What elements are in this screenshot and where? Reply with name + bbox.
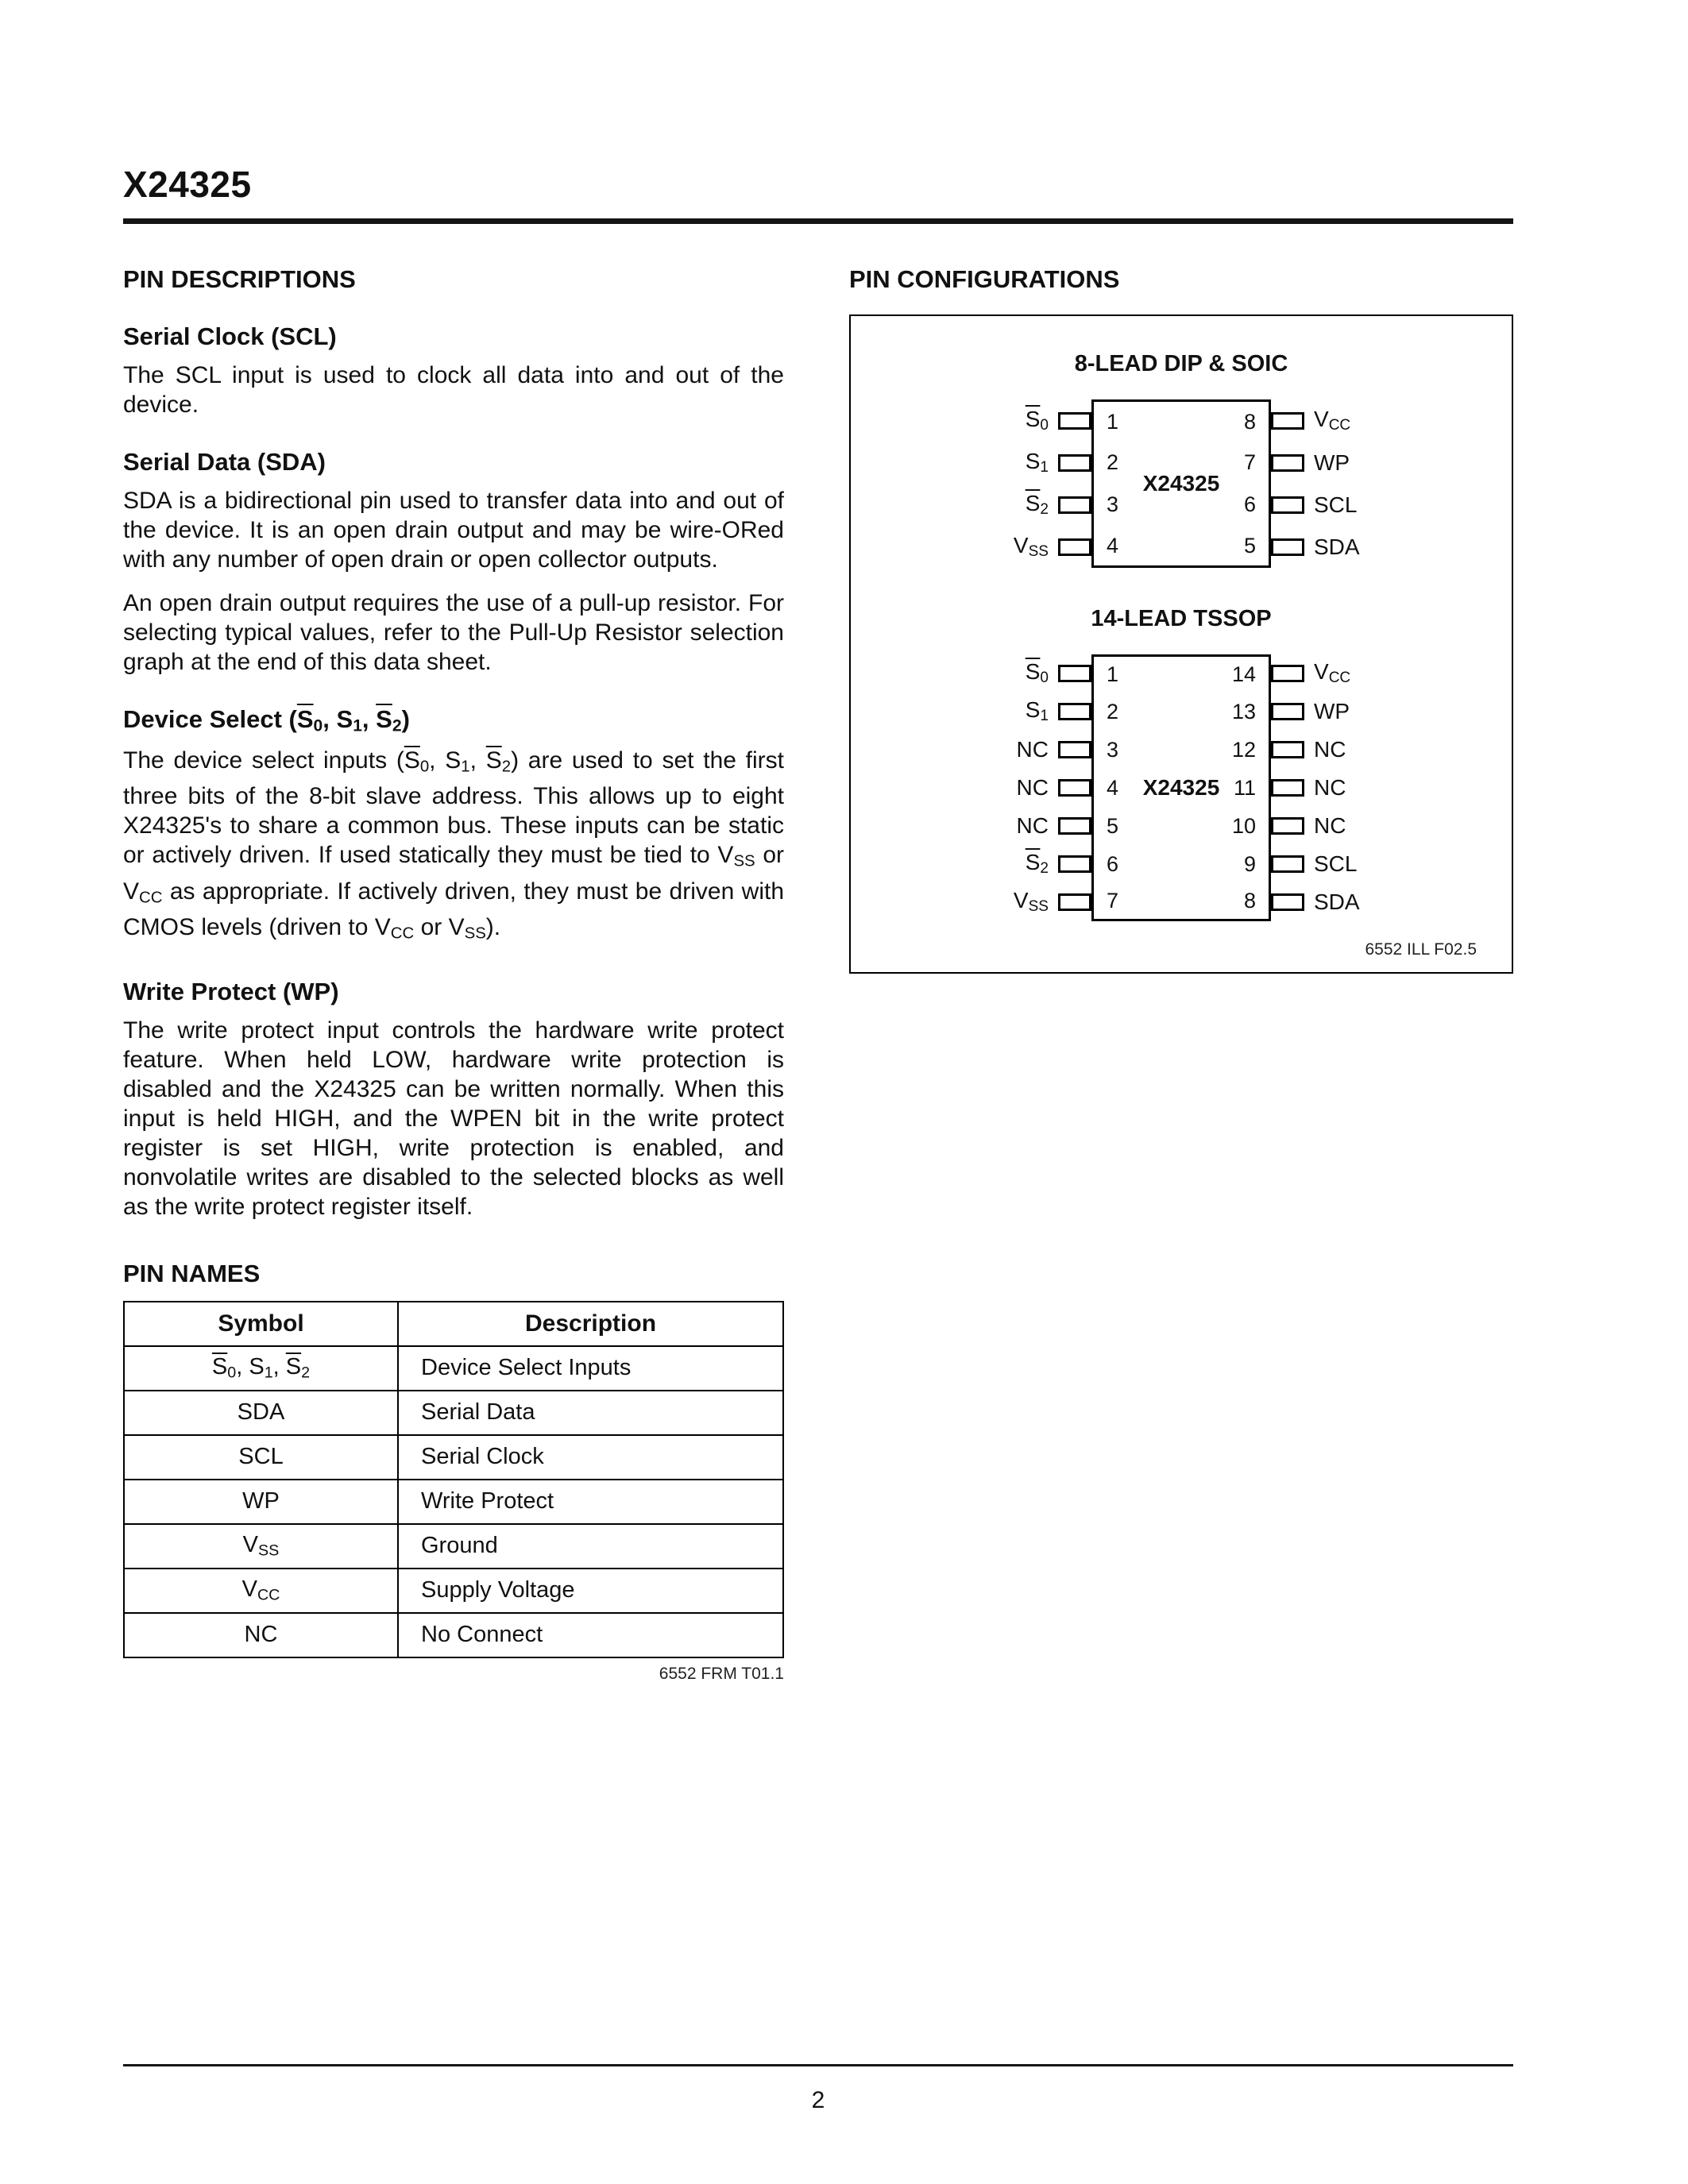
overbar-text: $\overline{S}$	[404, 747, 420, 774]
page-content	[123, 163, 1513, 1684]
table-row	[124, 1391, 783, 1435]
pin-configurations-heading: PIN CONFIGURATIONS	[849, 265, 1120, 293]
text-run: Write Protect (WP)	[123, 977, 339, 1005]
text-run: , S	[236, 1353, 265, 1379]
pin-lead-right	[1271, 817, 1304, 835]
pin-row	[927, 807, 1435, 845]
pin-number-right: 13	[1231, 699, 1256, 723]
description-cell: Serial Data	[398, 1391, 783, 1435]
subscript-text: 2	[501, 758, 512, 776]
subscript-text: 1	[264, 1364, 273, 1382]
pin-label-right	[1304, 450, 1435, 476]
pin-label-right	[1304, 813, 1435, 839]
subscript-text: 0	[1040, 417, 1049, 434]
pin-label-right	[1304, 699, 1435, 724]
pin-number-right: 5	[1243, 533, 1256, 558]
subscript-text: 2	[1040, 860, 1049, 878]
pin-label-right	[1304, 659, 1435, 687]
chip-body-row	[1091, 845, 1271, 883]
text-run: NC	[244, 1622, 278, 1648]
pin-number-right: 7	[1243, 450, 1256, 474]
pin-number-left: 1	[1107, 409, 1119, 434]
description-cell: Ground	[398, 1524, 783, 1569]
text-run: SCL	[238, 1444, 284, 1470]
footer-rule	[123, 2064, 1513, 2066]
pin-lead-left	[1058, 779, 1091, 797]
pin-label-left	[927, 697, 1058, 725]
text-run: or V	[414, 914, 465, 941]
pin-number-left: 7	[1107, 889, 1119, 913]
text-run: V	[1013, 888, 1029, 913]
subsection-heading	[123, 448, 784, 477]
chip-body-row	[1091, 731, 1271, 769]
pin-number-right: 8	[1243, 889, 1256, 913]
pin-row	[927, 845, 1435, 883]
page-number: 2	[811, 2087, 825, 2113]
pin-row	[927, 654, 1435, 693]
package-title: 14-LEAD TSSOP	[1091, 606, 1272, 631]
right-column	[849, 265, 1513, 1684]
two-column-layout	[123, 265, 1513, 1684]
description-cell: No Connect	[398, 1613, 783, 1657]
chip-body-row	[1091, 654, 1271, 693]
text-run: ,	[361, 705, 377, 733]
pin-label-right	[1304, 407, 1435, 434]
pin-number-left: 5	[1107, 813, 1119, 838]
subscript-text: 0	[227, 1364, 237, 1382]
pin-number-right: 12	[1231, 737, 1256, 762]
table-row	[124, 1480, 783, 1524]
pin-label-left	[927, 449, 1058, 477]
description-column-header: Description	[398, 1302, 783, 1346]
description-cell: Serial Clock	[398, 1435, 783, 1480]
text-run: NC	[1314, 775, 1346, 800]
chip-body-row	[1091, 399, 1271, 442]
chip-body-row	[1091, 526, 1271, 568]
text-run: )	[401, 705, 410, 733]
pin-number-left: 2	[1107, 699, 1119, 723]
subscript-text: 0	[1040, 669, 1049, 687]
overbar-text: $\overline{S}$	[285, 1353, 302, 1379]
pin-row	[927, 693, 1435, 731]
description-cell: Supply Voltage	[398, 1569, 783, 1613]
text-run: ).	[485, 914, 501, 941]
text-run: V	[1314, 659, 1329, 685]
subsection-heading	[123, 705, 784, 736]
subscript-text: CC	[1328, 669, 1351, 687]
symbol-cell	[124, 1524, 398, 1569]
text-run: SCL	[1314, 492, 1358, 517]
text-run: SDA	[237, 1399, 285, 1426]
pin-names-table-body	[124, 1346, 783, 1657]
pin-lead-right	[1271, 412, 1304, 430]
text-run: V	[241, 1576, 257, 1602]
pin-lead-right	[1271, 855, 1304, 873]
subscript-text: CC	[257, 1586, 280, 1604]
body-paragraph	[123, 486, 784, 574]
subscript-text: 1	[1040, 459, 1049, 477]
description-cell: Device Select Inputs	[398, 1346, 783, 1391]
pin-label-right	[1304, 534, 1435, 560]
overbar-text: $\overline{S}$	[485, 747, 502, 774]
symbol-column-header: Symbol	[124, 1302, 398, 1346]
pin-names-table	[123, 1301, 784, 1658]
text-run: ,	[272, 1353, 286, 1379]
table-row	[124, 1346, 783, 1391]
table-row	[124, 1524, 783, 1569]
pin-lead-left	[1058, 855, 1091, 873]
pin-number-left: 1	[1107, 662, 1119, 686]
text-run: SCL	[1314, 851, 1358, 876]
text-run: The SCL input is used to clock all data into and out of the device.	[123, 362, 784, 418]
body-paragraph	[123, 588, 784, 677]
pin-lead-right	[1271, 703, 1304, 720]
overbar-text: $\overline{S}$	[1025, 659, 1041, 685]
text-run: , S	[429, 747, 462, 774]
pin-lead-left	[1058, 538, 1091, 556]
text-run: as appropriate. If actively driven, they must be driven with CMOS levels (driven to V	[123, 878, 784, 941]
overbar-text: $\overline{S}$	[1025, 406, 1041, 431]
pin-description-sections	[123, 322, 784, 1221]
pin-number-right: 8	[1243, 409, 1256, 434]
subsection-heading	[123, 978, 784, 1006]
pin-label-right	[1304, 492, 1435, 518]
left-column	[123, 265, 784, 1684]
pin-lead-right	[1271, 893, 1304, 911]
table-row	[124, 1435, 783, 1480]
pin-lead-left	[1058, 496, 1091, 514]
pin-label-left	[927, 407, 1058, 434]
subscript-text: 0	[313, 716, 323, 735]
subscript-text: SS	[1028, 543, 1049, 561]
pin-row	[927, 731, 1435, 769]
overbar-text: S	[296, 705, 314, 733]
symbol-cell	[124, 1346, 398, 1391]
pin-label-left	[927, 737, 1058, 762]
text-run: NC	[1016, 737, 1049, 762]
text-run: or V	[123, 842, 784, 905]
pin-descriptions-heading: PIN DESCRIPTIONS	[123, 265, 356, 293]
subscript-text: CC	[139, 889, 163, 907]
pin-names-heading: PIN NAMES	[123, 1259, 261, 1287]
package-diagram	[851, 351, 1512, 568]
text-run: SDA is a bidirectional pin used to transfer data into and out of the device. It is an open drain output and may be wire-ORed with any number of open drain or open collector outputs.	[123, 488, 784, 573]
pin-row	[927, 526, 1435, 568]
text-run: An open drain output requires the use of a pull-up resistor. For selecting typical values, refer to the Pull-Up Resistor selection graph at the end of this data sheet.	[123, 590, 784, 675]
text-run: V	[242, 1531, 259, 1557]
pin-lead-right	[1271, 538, 1304, 556]
symbol-cell	[124, 1480, 398, 1524]
pin-label-right	[1304, 737, 1435, 762]
chip-body-row	[1091, 693, 1271, 731]
pin-lead-right	[1271, 454, 1304, 472]
subscript-text: 1	[353, 716, 362, 735]
pin-number-left: 2	[1107, 450, 1119, 474]
pin-names-table-head	[124, 1302, 783, 1346]
text-run: The device select inputs (	[123, 747, 404, 774]
text-run: WP	[1314, 450, 1350, 475]
chip-part-label: X24325	[1142, 471, 1220, 496]
subscript-text: 2	[392, 716, 402, 735]
chip-body-row	[1091, 807, 1271, 845]
text-run: V	[1314, 406, 1329, 431]
subscript-text: 2	[1040, 501, 1049, 519]
pin-lead-right	[1271, 741, 1304, 758]
chip-part-label: X24325	[1142, 775, 1220, 800]
text-run: SDA	[1314, 889, 1360, 914]
pin-number-left: 3	[1107, 737, 1119, 762]
pin-label-right	[1304, 851, 1435, 877]
pin-row	[927, 883, 1435, 921]
symbol-cell	[124, 1435, 398, 1480]
overbar-text: $\overline{S}$	[1025, 490, 1041, 515]
pin-row	[927, 399, 1435, 442]
subscript-text: CC	[1328, 417, 1351, 434]
subscript-text: 0	[419, 758, 430, 776]
pin-lead-right	[1271, 496, 1304, 514]
text-run: WP	[1314, 699, 1350, 723]
pin-configurations-box	[849, 314, 1513, 974]
subscript-text: 1	[1040, 708, 1049, 725]
subscript-text: SS	[1028, 898, 1049, 916]
figure-caption: 6552 ILL F02.5	[1365, 940, 1477, 959]
subscript-text: 1	[461, 758, 470, 776]
subsection-heading	[123, 322, 784, 351]
subscript-text: 2	[301, 1364, 311, 1382]
table-caption: 6552 FRM T01.1	[659, 1664, 784, 1683]
pin-lead-left	[1058, 665, 1091, 682]
page-footer	[123, 2064, 1513, 2114]
pin-lead-left	[1058, 703, 1091, 720]
text-run: , S	[323, 705, 353, 733]
text-run: S	[1025, 697, 1041, 723]
pin-label-left	[927, 888, 1058, 916]
pin-lead-left	[1058, 817, 1091, 835]
text-run: S	[1025, 448, 1041, 473]
pin-number-left: 6	[1107, 851, 1119, 876]
pin-lead-left	[1058, 893, 1091, 911]
text-run: The write protect input controls the hardware write protect feature. When held LOW, hardware write protection is disabled and the X24325 can be written normally. When this input is held HIGH, and the WPEN bit in the write protect register is set HIGH, write protection is enabled, and nonvolatile writes are disabled to the selected blocks as well as the write protect register itself.	[123, 1017, 784, 1220]
subscript-text: SS	[733, 852, 755, 870]
text-run: Serial Clock (SCL)	[123, 322, 337, 350]
text-run: NC	[1314, 737, 1346, 762]
body-paragraph	[123, 746, 784, 949]
text-run: ,	[469, 747, 486, 774]
text-run: SDA	[1314, 534, 1360, 559]
symbol-cell	[124, 1569, 398, 1613]
text-run: NC	[1016, 813, 1049, 838]
body-paragraph	[123, 361, 784, 419]
body-paragraph	[123, 1016, 784, 1221]
table-row	[124, 1569, 783, 1613]
package-title: 8-LEAD DIP & SOIC	[1074, 351, 1288, 376]
symbol-cell	[124, 1613, 398, 1657]
pin-number-right: 6	[1243, 492, 1256, 516]
text-run: Serial Data (SDA)	[123, 448, 326, 476]
pin-label-left	[927, 533, 1058, 561]
pin-number-right: 9	[1243, 851, 1256, 876]
subscript-text: CC	[390, 924, 415, 943]
pin-number-right: 10	[1231, 813, 1256, 838]
chip-diagram	[927, 654, 1435, 921]
pin-lead-left	[1058, 454, 1091, 472]
pin-number-left: 3	[1107, 492, 1119, 516]
pin-lead-right	[1271, 779, 1304, 797]
overbar-text: $\overline{S}$	[211, 1353, 228, 1379]
chip-diagram	[927, 399, 1435, 568]
pin-lead-left	[1058, 741, 1091, 758]
subscript-text: SS	[258, 1542, 280, 1560]
document-title: X24325	[123, 164, 252, 205]
text-run: ) are used to set the first three bits of the 8-bit slave address. This allows up to eight X24325's to share a common bus. These inputs can be static or actively driven. If used statically they must be tied to V	[123, 747, 785, 869]
description-cell: Write Protect	[398, 1480, 783, 1524]
pin-number-left: 4	[1107, 533, 1119, 558]
table-row	[124, 1613, 783, 1657]
pin-label-right	[1304, 775, 1435, 801]
pin-label-left	[927, 491, 1058, 519]
text-run: Device Select (	[123, 705, 297, 733]
pin-label-right	[1304, 889, 1435, 915]
packages	[851, 351, 1512, 921]
pin-number-right: 14	[1231, 662, 1256, 686]
package-diagram	[851, 606, 1512, 921]
pin-label-left	[927, 659, 1058, 687]
pin-label-left	[927, 775, 1058, 801]
text-run: V	[1013, 532, 1029, 558]
pin-number-left: 4	[1107, 775, 1119, 800]
text-run: NC	[1314, 813, 1346, 838]
text-run: WP	[242, 1488, 280, 1515]
chip-body-row	[1091, 883, 1271, 921]
pin-lead-left	[1058, 412, 1091, 430]
overbar-text: $\overline{S}$	[1025, 850, 1041, 875]
symbol-cell	[124, 1391, 398, 1435]
pin-number-right: 11	[1233, 775, 1256, 800]
text-run: NC	[1016, 775, 1049, 800]
pin-lead-right	[1271, 665, 1304, 682]
overbar-text: S	[376, 705, 392, 733]
pin-label-left	[927, 850, 1058, 878]
table-header-row	[124, 1302, 783, 1346]
pin-label-left	[927, 813, 1058, 839]
title-rule	[123, 218, 1513, 224]
subscript-text: SS	[464, 924, 486, 943]
